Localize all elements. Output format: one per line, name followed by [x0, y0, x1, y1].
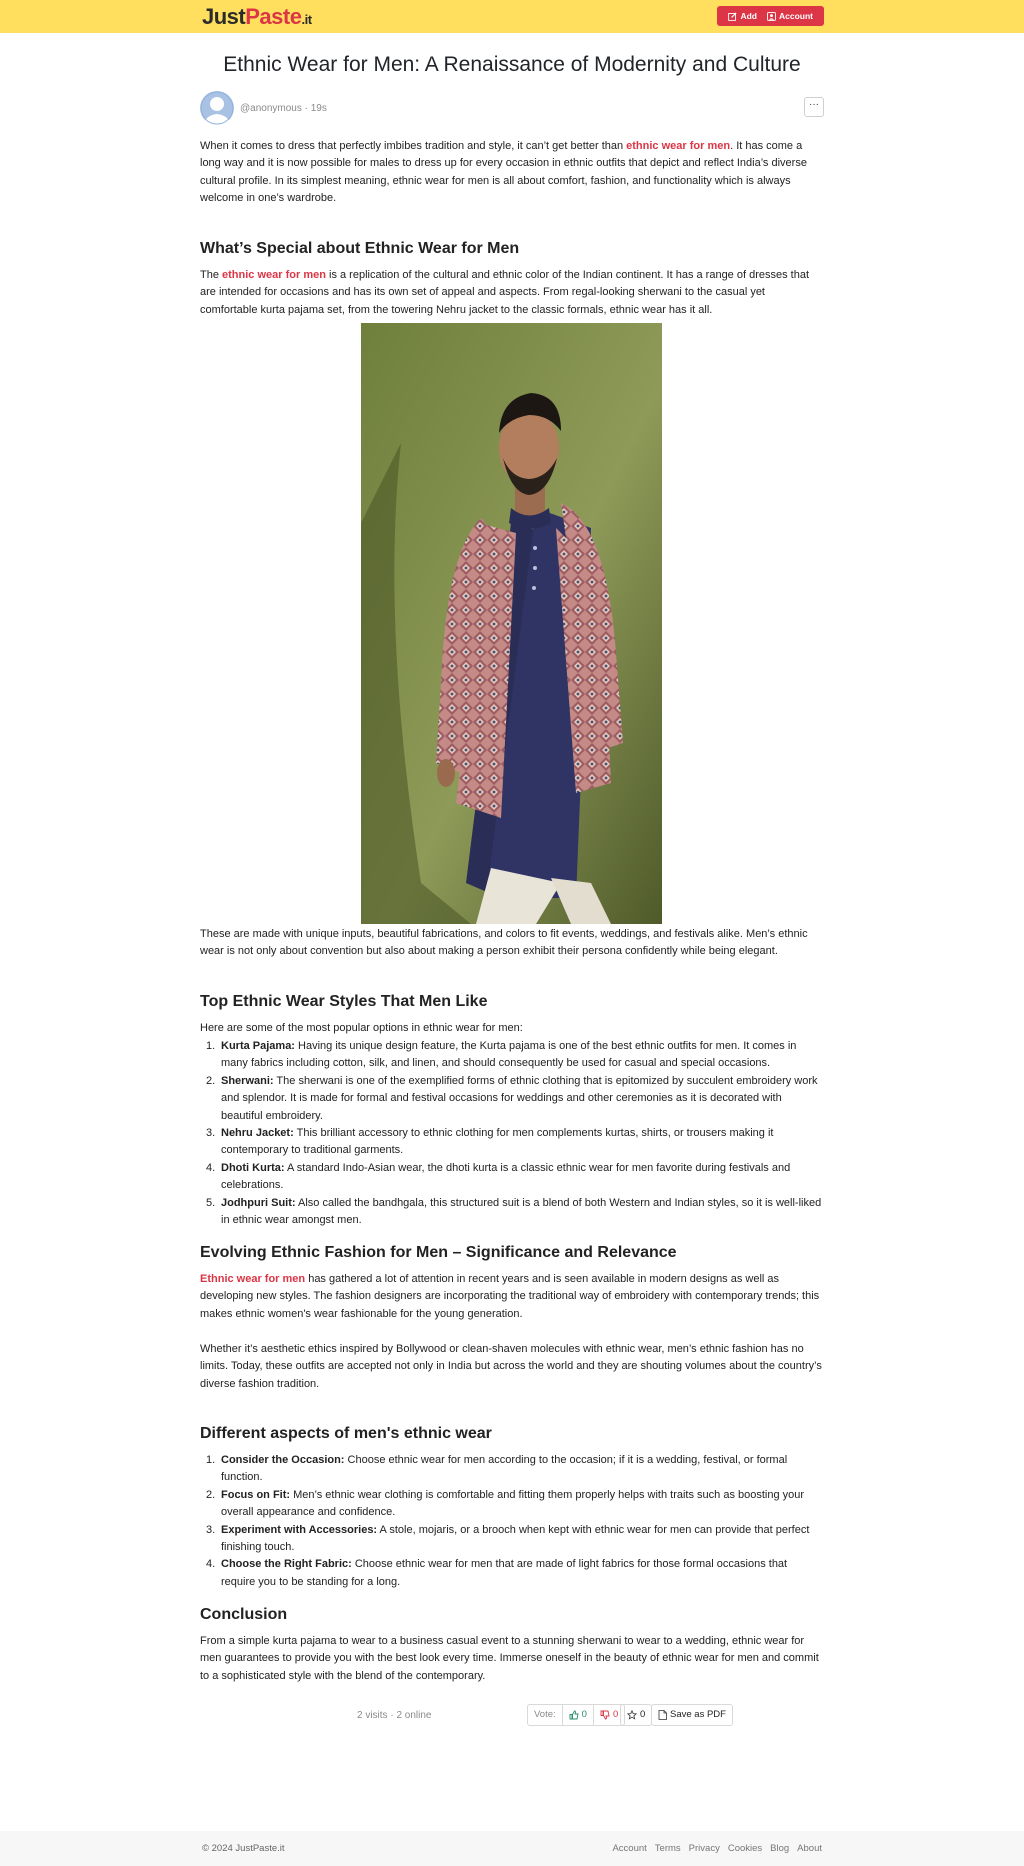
more-options-button[interactable]: ···	[804, 97, 824, 117]
list-item-term: Choose the Right Fabric:	[221, 1558, 352, 1571]
article-image	[361, 323, 662, 924]
list-item-term: Jodhpuri Suit:	[221, 1196, 296, 1209]
save-pdf-button[interactable]	[651, 1704, 733, 1726]
footer-copyright: © 2024 JustPaste.it	[202, 1843, 285, 1854]
article-actions-bar	[200, 1704, 824, 1726]
meta-separator: ·	[301, 103, 311, 114]
list-item	[221, 1195, 824, 1230]
footer	[0, 1831, 1024, 1866]
author-name[interactable]: @anonymous	[240, 103, 302, 114]
avatar[interactable]	[200, 91, 234, 125]
footer-link-about[interactable]: About	[797, 1843, 822, 1854]
author-row	[200, 91, 824, 125]
footer-link-blog[interactable]: Blog	[770, 1843, 790, 1854]
account-button[interactable]	[762, 10, 818, 22]
visits-count: 2 visits · 2 online	[357, 1710, 432, 1721]
section-heading-aspects: Different aspects of men's ethnic wear	[200, 1425, 492, 1442]
list-item-text: The sherwani is one of the exemplified forms of ethnic clothing that is epitomized by succulent embroidery work and splendor. It is made for formal and festival occasions for weddings and other ceremonies as it is decorated with beautiful embroidery.	[221, 1074, 818, 1122]
author-meta	[240, 102, 327, 117]
evolving-paragraph-2: Whether it’s aesthetic ethics inspired by Bollywood or clean-shaven molecules with ethnic wear, men’s ethnic fashion has no limits. Today, these outfits are accepted not only in India but across the world and they are shouting volumes about the country’s diverse fashion tradition.	[200, 1343, 822, 1390]
logo-part-paste: Paste	[245, 4, 302, 29]
header-button-group	[717, 6, 824, 26]
list-item-term: Dhoti Kurta:	[221, 1161, 285, 1174]
conclusion-paragraph: From a simple kurta pajama to wear to a business casual event to a stunning sherwani to wear to a wedding, ethnic wear for men guarantees to provide you with the best look every time. Immerse oneself in the beauty of ethnic wear for men and commit to a sophisticated style with the blend of the contemporary.	[200, 1635, 819, 1682]
footer-link-privacy[interactable]: Privacy	[688, 1843, 720, 1854]
aspects-list	[200, 1452, 824, 1591]
add-button[interactable]	[723, 10, 762, 22]
special-text-1: The	[200, 269, 223, 281]
list-item	[221, 1125, 824, 1160]
favorite-button[interactable]	[620, 1704, 652, 1726]
list-item	[221, 1073, 824, 1125]
footer-link-account[interactable]: Account	[612, 1843, 647, 1854]
section-heading-conclusion: Conclusion	[200, 1606, 288, 1623]
list-item-text: Also called the bandhgala, this structured suit is a blend of both Western and Indian styles, so it is well-liked in ethnic wear amongst men.	[221, 1196, 822, 1227]
list-item-term: Sherwani:	[221, 1074, 274, 1087]
list-item	[221, 1452, 824, 1487]
ethnic-wear-link[interactable]: Ethnic wear for men	[200, 1273, 306, 1285]
edit-icon	[728, 12, 737, 21]
footer-links	[612, 1842, 822, 1856]
star-icon	[627, 1710, 637, 1720]
user-icon	[767, 12, 776, 21]
list-item-text: A standard Indo-Asian wear, the dhoti kurta is a classic ethnic wear for men favorite during festivals and celebrations.	[221, 1161, 791, 1192]
section-heading-top-styles: Top Ethnic Wear Styles That Men Like	[200, 993, 488, 1010]
vote-label: Vote:	[528, 1705, 563, 1725]
ethnic-wear-link[interactable]: ethnic wear for men	[626, 140, 731, 152]
favorite-count: 0	[640, 1709, 646, 1721]
logo-part-just: Just	[202, 4, 246, 29]
vote-up-count: 0	[581, 1709, 587, 1721]
save-pdf-label: Save as PDF	[670, 1709, 726, 1721]
account-button-label: Account	[779, 10, 813, 21]
vote-group	[527, 1704, 625, 1726]
top-styles-intro: Here are some of the most popular options in ethnic wear for men:	[200, 1022, 523, 1034]
list-item-text: A stole, mojaris, or a brooch when kept with ethnic wear for men can provide that perfect finishing touch.	[221, 1523, 810, 1554]
logo-part-it: .it	[301, 12, 312, 27]
user-avatar-icon	[200, 91, 234, 125]
after-image-paragraph: These are made with unique inputs, beautiful fabrications, and colors to fit events, weddings, and festivals alike. Men’s ethnic wear is not only about convention but also about making a person exhibit their persona confidently while being elegant.	[200, 928, 808, 958]
evolving-paragraph-1	[200, 1271, 824, 1323]
list-item	[221, 1556, 824, 1591]
list-item-text: Men’s ethnic wear clothing is comfortable and fitting them properly helps with traits such as boosting your overall appearance and confidence.	[221, 1488, 805, 1519]
list-item-term: Focus on Fit:	[221, 1488, 291, 1501]
section-heading-special: What’s Special about Ethnic Wear for Men	[200, 240, 520, 257]
thumbs-down-icon	[600, 1710, 610, 1720]
section-heading-evolving: Evolving Ethnic Fashion for Men – Significance and Relevance	[200, 1244, 677, 1261]
list-item-term: Nehru Jacket:	[221, 1127, 294, 1140]
vote-down-count: 0	[612, 1709, 619, 1721]
footer-link-cookies[interactable]: Cookies	[727, 1843, 763, 1854]
list-item-text: Choose ethnic wear for men according to the occasion; if it is a wedding, festival, or formal function.	[221, 1454, 788, 1484]
footer-link-terms[interactable]: Terms	[654, 1843, 681, 1854]
list-item-term: Consider the Occasion:	[221, 1454, 345, 1466]
evolving-text-1: has gathered a lot of attention in recent years and is seen available in modern designs as well as developing new styles. The fashion designers are incorporating the traditional way of embroidery with contemporary trends; this makes ethnic women's wear fashionable for the young generation.	[200, 1273, 820, 1320]
article-title: Ethnic Wear for Men: A Renaissance of Modernity and Culture	[223, 53, 801, 76]
list-item	[221, 1160, 824, 1195]
list-item	[221, 1522, 824, 1557]
intro-text-2: . It has come a long way and it is now possible for males to dress up for every occasion in ethnic outfits that depict and reflect India’s diverse cultural profile. In its simplest meaning, ethnic wear for men is all about comfort, fashion, and functionality which is always welcome in one’s wardrobe.	[200, 140, 807, 205]
list-item-text: Having its unique design feature, the Kurta pajama is one of the best ethnic outfits for men. It comes in many fabrics including cotton, silk, and linen, and should consequently be used for casual and special occasions.	[221, 1040, 797, 1070]
special-text-2: is a replication of the cultural and ethnic color of the Indian continent. It has a range of dresses that are intended for occasions and has its own set of appeal and aspects. From regal-looking sherwani to the casual yet comfortable kurta pajama set, from the towering Nehru jacket to the classic formals, ethnic wear has it all.	[200, 269, 810, 316]
site-logo[interactable]	[202, 6, 312, 31]
ethnic-wear-link[interactable]: ethnic wear for men	[222, 269, 326, 281]
list-item-text: Choose ethnic wear for men that are made of light fabrics for those formal occasions that require you to be standing for a long.	[221, 1558, 788, 1588]
thumbs-up-icon	[569, 1710, 579, 1720]
man-in-ethnic-wear-photo	[361, 323, 662, 924]
list-item-text: This brilliant accessory to ethnic clothing for men complements kurtas, shirts, or trousers making it contemporary to traditional garments.	[221, 1127, 774, 1157]
list-item-term: Experiment with Accessories:	[221, 1523, 378, 1536]
intro-paragraph	[200, 138, 824, 208]
vote-up-button[interactable]	[563, 1705, 594, 1725]
list-item	[221, 1038, 824, 1073]
intro-text-1: When it comes to dress that perfectly imbibes tradition and style, it can’t get better than	[200, 140, 627, 152]
list-item-term: Kurta Pajama:	[221, 1040, 295, 1052]
post-age: 19s	[310, 103, 327, 114]
file-pdf-icon	[658, 1710, 667, 1720]
top-navbar	[0, 0, 1024, 33]
top-styles-list	[200, 1038, 824, 1229]
list-item	[221, 1487, 824, 1522]
add-button-label: Add	[740, 10, 757, 21]
special-paragraph	[200, 267, 824, 319]
